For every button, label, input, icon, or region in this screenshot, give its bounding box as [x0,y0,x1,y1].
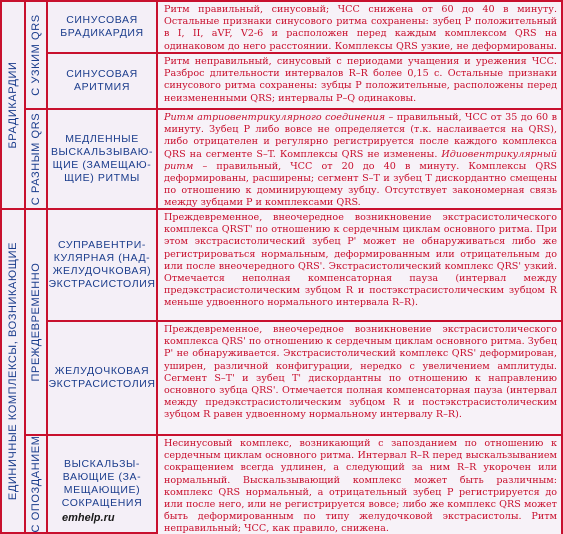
subgroup-wide-qrs-label: С РАЗНЫМ QRS [30,112,42,206]
row-desc-escape-beats: Несинусовый комплекс, возникающий с запозданием по отношению к сердечным циклам основного ритма. Интервал R–R перед выскальзыванием сокращением всегда удлинен, а следующий за ним R–R укорочен или нормальный. Выскальзывающий комплекс может быть различным: комплекс QRS нормальный, а отрицательный зубец P регистрируется до или после него, или не регистрируется вовсе; либо же комплекс QRS может быть деформированным по типу желудочковой экстрасистолы. Ритм неправильный; ЧСС, как правило, снижена. [158,436,561,534]
row-desc-sinus-bradycardia: Ритм правильный, синусовый; ЧСС снижена от 60 до 40 в минуту. Остальные признаки синусового ритма сохранены: зубец P положительный в I, II, aVF, V2-6 и расположен перед каждым комплексом QRS на одинаковом до него расстоянии. Комплексы QRS узкие, не деформированы. [158,2,561,54]
group-bradycardia-label: БРАДИКАРДИИ [7,61,19,149]
row-name-supraventricular-extrasystole: СУПРАВЕНТРИ- КУЛЯРНАЯ (НАД- ЖЕЛУДОЧКОВАЯ) ЭКСТРАСИСТОЛИЯ [48,210,158,322]
av-junction-rhythm-term: Ритм атриовентрикулярного соединения [164,112,386,123]
row-desc-sinus-arrhythmia: Ритм неправильный, синусовый с периодами учащения и урежения ЧСС. Разброс длительности интервалов R–R более 0,15 с. Остальные признаки синусового ритма сохранены: зубцы P положительные, расположены перед неизмененными QRS; интервалы P–Q одинаковы. [158,54,561,110]
subgroup-narrow-qrs [26,2,48,110]
row-desc-ventricular-extrasystole: Преждевременное, внеочередное возникновение экстрасистолического комплекса QRS' по отношению к сердечным циклам основного ритма. Зубец P' не обнаруживается. Экстрасистолический комплекс QRS' деформирован, уширен, различной конфигурации, нередко с увеличением амплитуды. Сегмент S–T' и зубец T' дискордантны по отношению к направлению основного зубца QRS'. Отмечается полная компенсаторная пауза (интервал между предэкстрасистолическим зубцом R и постэкстрасистолическим зубцом R равен удвоенному нормальному интервалу R–R). [158,322,561,436]
site-watermark: emhelp.ru [62,512,115,524]
av-junction-rhythm-text: – правильный, ЧСС от 35 до 60 в минуту. Зубец P либо вовсе не определяется (т.к. наслаивается на QRS), либо отрицателен и регулярно регистрируется после каждого комплекса QRS на сегменте S–T. Комплексы QRS не изменены. [164,112,558,160]
subgroup-premature [26,210,48,436]
row-desc-supraventricular-extrasystole: Преждевременное, внеочередное возникновение экстрасистолического комплекса QRST' по отношению к сердечным циклам основного ритма. При этом экстрасистолический зубец P' может не обнаруживаться либо же регистрироваться нормальным, деформированным или отрицательным до или после внеочередного QRS'. Экстрасистолический комплекс QRS' узкий. Отмечается неполная компенсаторная пауза (интервал между предэкстрасистолическим зубцом R и постэкстрасистолическим зубцом R меньше удвоенного нормального интервала R–R). [158,210,561,322]
subgroup-premature-label: ПРЕЖДЕВРЕМЕННО [30,262,42,382]
row-name-escape-rhythms: МЕДЛЕННЫЕ ВЫСКАЛЬЗЫВАЮ- ЩИЕ (ЗАМЕЩАЮ- ЩИЕ) РИТМЫ [48,110,158,210]
group-single-complexes-label: ЕДИНИЧНЫЕ КОМПЛЕКСЫ, ВОЗНИКАЮЩИЕ [7,241,19,501]
group-single-complexes [2,210,26,534]
subgroup-late [26,436,48,534]
row-desc-escape-rhythms [158,110,561,210]
row-name-escape-beats: ВЫСКАЛЬЗЫ- ВАЮЩИЕ (ЗА- МЕЩАЮЩИЕ) СОКРАЩЕНИЯ [48,436,158,534]
row-name-sinus-arrhythmia: СИНУСОВАЯ АРИТМИЯ [48,54,158,110]
subgroup-wide-qrs [26,110,48,210]
idioventricular-rhythm-text: – правильный, ЧСС от 20 до 40 в минуту. Комплексы QRS деформированы, расширены; сегмент S–T и зубец T дискордантно смещены по отношению к доминирующему зубцу. Отсутствует закономерная связь между зубцами P и комплексами QRS. [164,160,557,209]
row-name-ventricular-extrasystole: ЖЕЛУДОЧКОВАЯ ЭКСТРАСИСТОЛИЯ [48,322,158,436]
row-name-sinus-bradycardia: СИНУСОВАЯ БРАДИКАРДИЯ [48,2,158,54]
idioventricular-rhythm-term: Идиовентрикулярный ритм [164,148,557,172]
group-bradycardia [2,2,26,210]
subgroup-late-label: С ОПОЗДАНИЕМ [30,436,42,533]
subgroup-narrow-qrs-label: С УЗКИМ QRS [30,14,42,96]
